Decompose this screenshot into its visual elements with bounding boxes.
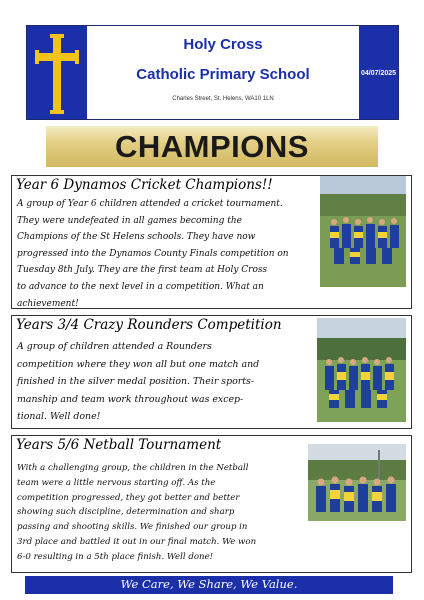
article-body xyxy=(17,338,317,426)
banner-title: CHAMPIONS xyxy=(115,129,309,164)
body-line: 3rd place and battled it out in our final match. We won xyxy=(17,536,257,547)
school-title-panel xyxy=(87,26,359,119)
body-line: competition progressed, they got better and better xyxy=(17,492,240,503)
body-line: progressed into the Dynamos County Finals competition on xyxy=(17,248,289,259)
body-line: Champions of the St Helens schools. They have now xyxy=(17,232,256,243)
article-title: Years 3/4 Crazy Rounders Competition xyxy=(16,317,282,333)
article-title: Years 5/6 Netball Tournament xyxy=(16,437,222,453)
netball-team-photo xyxy=(308,444,406,521)
article-rounders xyxy=(11,315,412,429)
school-name-line1: Holy Cross xyxy=(183,36,263,53)
motto-footer xyxy=(25,576,393,594)
body-line: Tuesday 8th July. They are the first team at Holy Cross xyxy=(17,265,268,276)
article-title: Year 6 Dynamos Cricket Champions!! xyxy=(16,177,273,193)
body-line: finished in the silver medal position. Their sports- xyxy=(17,376,254,388)
body-line: competition where they won all but one match and xyxy=(17,358,260,370)
body-line: manship and team work throughout was excep- xyxy=(17,393,244,405)
body-line: to advance to the next level in a competition. What an xyxy=(17,281,264,292)
champions-banner xyxy=(46,126,378,167)
newsletter-header xyxy=(26,25,399,120)
school-address: Charles Street, St. Helens, WA10 1LN xyxy=(172,96,274,102)
cricket-team-photo xyxy=(320,176,406,287)
newsletter-date: 04/07/2025 xyxy=(361,70,397,77)
article-netball xyxy=(11,435,412,573)
article-body xyxy=(17,461,317,565)
body-line: passing and shooting skills. We finished our group in xyxy=(17,522,248,533)
cross-panel xyxy=(27,26,87,119)
rounders-team-photo xyxy=(317,318,406,422)
body-line: 6-0 resulting in a 5th place finish. Well done! xyxy=(17,551,214,562)
school-name-line2: Catholic Primary School xyxy=(136,66,310,83)
article-cricket xyxy=(11,175,412,309)
body-line: achievement! xyxy=(17,298,79,309)
body-line: A group of children attended a Rounders xyxy=(17,341,212,352)
body-line: A group of Year 6 children attended a cricket tournament. xyxy=(17,199,283,209)
article-body xyxy=(17,196,317,312)
body-line: showing such discipline, determination and sharp xyxy=(17,507,235,518)
date-panel xyxy=(359,26,398,119)
body-line: team were a little nervous starting off. As the xyxy=(17,477,216,488)
cross-icon xyxy=(27,26,87,119)
body-line: They were undefeated in all games becoming the xyxy=(17,215,242,226)
school-motto: We Care, We Share, We Value. xyxy=(120,577,298,591)
body-line: With a challenging group, the children in the Netball xyxy=(17,463,249,473)
body-line: tional. Well done! xyxy=(17,411,101,423)
